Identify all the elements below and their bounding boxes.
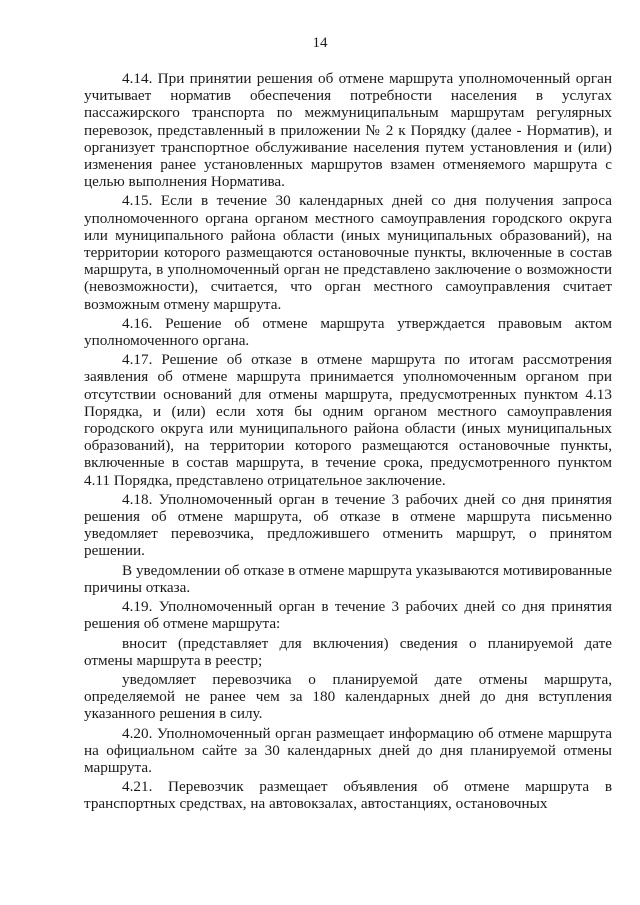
paragraph-refusal-reasons: В уведомлении об отказе в отмене маршрута указываются мотивированные причины отказа.: [84, 561, 612, 596]
paragraph-4-20: 4.20. Уполномоченный орган размещает информацию об отмене маршрута на официальном сайте за 30 календарных дней до дня планируемой отмены маршрута.: [84, 724, 612, 776]
paragraph-4-16: 4.16. Решение об отмене маршрута утверждается правовым актом уполномоченного органа.: [84, 314, 612, 350]
paragraph-4-15: 4.15. Если в течение 30 календарных дней со дня получения запроса уполномоченного органа органом местного самоуправления городского округа или муниципального района области (иных муниципальных образований), на территории которого размещаются остановочные пункты, включенные в состав маршрута, в уполномоченный орган не представлено заключение о возможности (невозможности), считается, что орган местного самоуправления считает возможным отмену маршрута.: [84, 192, 612, 313]
paragraph-4-19: 4.19. Уполномоченный орган в течение 3 рабочих дней со дня принятия решения об отмене маршрута:: [84, 598, 612, 633]
paragraph-4-19-item-notify: уведомляет перевозчика о планируемой дате отмены маршрута, определяемой не ранее чем за 180 календарных дней до дня вступления указанного решения в силу.: [84, 670, 612, 723]
paragraph-4-21: 4.21. Перевозчик размещает объявления об отмене маршрута в транспортных средствах, на автовокзалах, автостанциях, остановочных: [84, 778, 612, 813]
paragraph-4-14: 4.14. При принятии решения об отмене маршрута уполномоченный орган учитывает норматив обеспечения потребности населения в услугах пассажирского транспорта по межмуниципальным маршрутам регулярных перевозок, представленный в приложении № 2 к Порядку (далее - Норматив), и организует транспортное обслуживание населения путем установления и (или) изменения ранее установленных маршрутов взамен отменяемого маршрута с целью выполнения Норматива.: [84, 70, 612, 191]
document-body: [84, 70, 612, 813]
paragraph-4-19-item-registry: вносит (представляет для включения) сведения о планируемой дате отмены маршрута в реестр;: [84, 634, 612, 669]
paragraph-4-18: 4.18. Уполномоченный орган в течение 3 рабочих дней со дня принятия решения об отмене маршрута, об отказе в отмене маршрута письменно уведомляет перевозчика, предложившего отменить маршрут, о принятом решении.: [84, 490, 612, 560]
paragraph-4-17: 4.17. Решение об отказе в отмене маршрута по итогам рассмотрения заявления об отмене маршрута принимается уполномоченным органом при отсутствии оснований для отмены маршрута, предусмотренных пунктом 4.13 Порядка, и (или) если хотя бы одним органом местного самоуправления городского округа или муниципального района области (иных муниципальных образований), на территории которого размещаются остановочные пункты, включенные в состав маршрута, в течение срока, предусмотренного пунктом 4.11 Порядка, представлено отрицательное заключение.: [84, 351, 612, 489]
page-number: 14: [312, 35, 328, 51]
